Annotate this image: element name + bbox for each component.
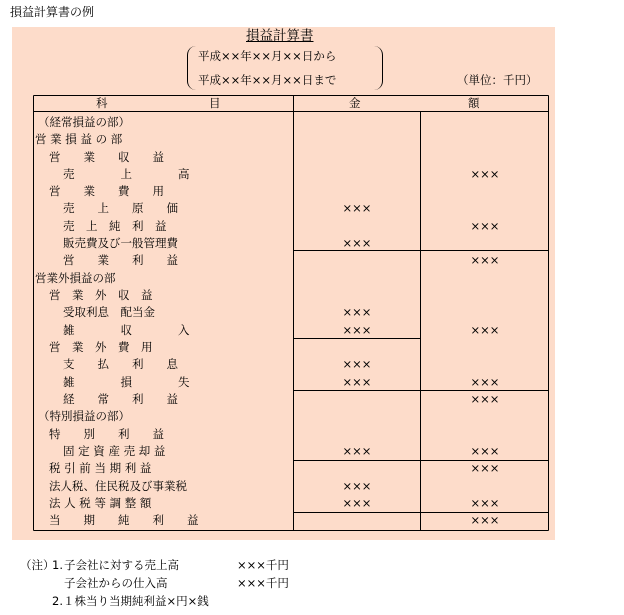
row-label: 当 期 純 利 益	[49, 513, 199, 527]
total-cell: ×××	[470, 392, 500, 406]
total-cell: ×××	[470, 375, 500, 389]
amount-cell: ×××	[342, 479, 372, 493]
row-label: 雑 損 失	[63, 375, 190, 389]
row-label: 売 上 高	[63, 167, 190, 181]
header-kamoku-right: 目	[209, 96, 221, 110]
row-label: 売 上 原 価	[63, 201, 178, 215]
note-1-line-1-value: ×××千円	[237, 558, 289, 572]
total-cell: ×××	[470, 461, 500, 475]
total-cell: ×××	[470, 513, 500, 527]
row-label: （経常損益の部）	[38, 115, 130, 129]
header-gaku: 額	[468, 96, 480, 110]
right-brace	[374, 46, 383, 90]
row-label: 支 払 利 息	[63, 357, 178, 371]
total-cell: ×××	[470, 323, 500, 337]
statement-title: 損益計算書	[246, 28, 314, 44]
row-label: 経 常 利 益	[63, 392, 178, 406]
row-label: 営 業 費 用	[49, 184, 164, 198]
note-1-line-1: 子会社に対する売上高	[64, 558, 179, 572]
amount-cell: ×××	[342, 201, 372, 215]
amount-cell: ×××	[342, 236, 372, 250]
total-cell: ×××	[470, 219, 500, 233]
amount-cell: ×××	[342, 323, 372, 337]
row-label: 雑 収 入	[63, 323, 190, 337]
total-cell: ×××	[470, 444, 500, 458]
row-label: 営 業 外 費 用	[49, 340, 153, 354]
total-cell: ×××	[470, 167, 500, 181]
total-cell: ×××	[470, 496, 500, 510]
unit-label: （単位：千円）	[457, 73, 538, 87]
period-to: 平成××年××月××日まで	[198, 73, 337, 87]
row-label: 営 業 損 益 の 部	[35, 132, 123, 146]
left-brace	[187, 46, 196, 90]
note-1-line-2: 子会社からの仕入高	[64, 576, 168, 590]
document-title: 損益計算書の例	[10, 5, 95, 19]
amount-cell: ×××	[342, 375, 372, 389]
row-label: 営業外損益の部	[35, 271, 116, 285]
amount-cell: ×××	[342, 305, 372, 319]
row-label: 特 別 利 益	[49, 427, 164, 441]
row-label: 法 人 税 等 調 整 額	[49, 496, 152, 510]
row-label: 売 上 純 利 益	[63, 219, 167, 233]
row-label: 税 引 前 当 期 利 益	[49, 461, 152, 475]
row-label: 営 業 外 収 益	[49, 288, 153, 302]
row-label: 受取利息 配当金	[63, 305, 155, 319]
amount-cell: ×××	[342, 444, 372, 458]
row-label: 営 業 利 益	[63, 253, 178, 267]
header-kamoku-left: 科	[96, 96, 108, 110]
amount-cell: ×××	[342, 496, 372, 510]
row-label: 営 業 収 益	[49, 150, 164, 164]
row-label: （特別損益の部）	[38, 409, 130, 423]
row-label: 法人税、住民税及び事業税	[49, 479, 187, 493]
note-1-prefix: 1.	[52, 558, 63, 572]
total-cell: ×××	[470, 253, 500, 267]
notes-label: （注）	[20, 558, 55, 572]
header-kin: 金	[349, 96, 361, 110]
period-from: 平成××年××月××日から	[198, 49, 337, 63]
note-2: 2.１株当り当期純利益×円×銭	[52, 594, 209, 608]
row-label: 販売費及び一般管理費	[63, 236, 178, 250]
amount-cell: ×××	[342, 357, 372, 371]
row-label: 固 定 資 産 売 却 益	[63, 444, 166, 458]
note-1-line-2-value: ×××千円	[237, 576, 289, 590]
